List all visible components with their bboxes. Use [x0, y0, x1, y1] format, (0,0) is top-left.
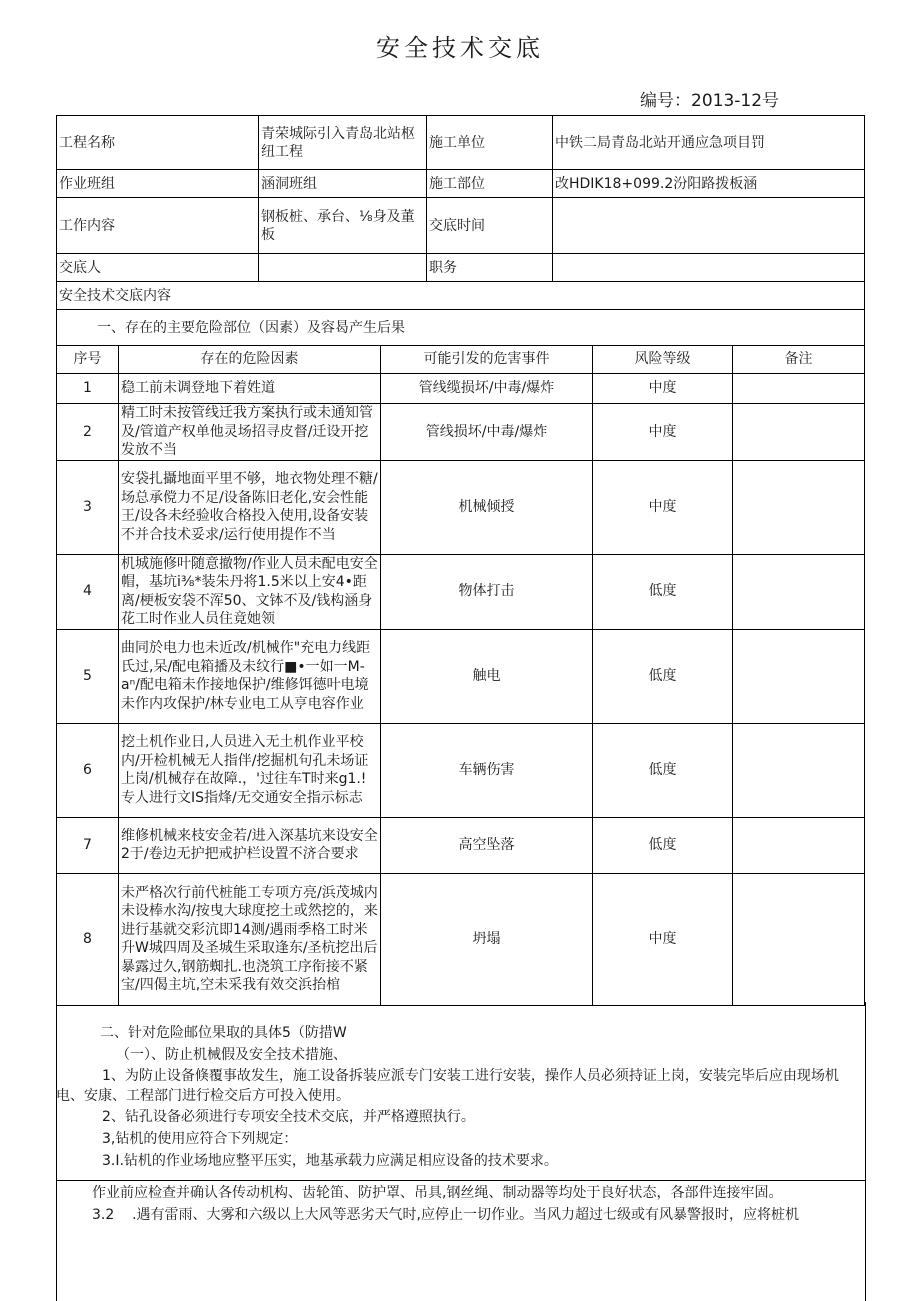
- team-label: 作业班组: [57, 170, 259, 198]
- row-factor: 稳工前未调登地下着姓道: [119, 374, 381, 404]
- section2-p3: 3,钻机的使用应符合下列规定：: [102, 1131, 298, 1147]
- section2-p1: 1、为防止设备倏覆事故发生，施工设备拆装应派专门安装工进行安装，操作人员必须持证上岗，安装完毕后应由现场机电、安康、工程部门进行检交后方可投入使用。: [56, 1068, 839, 1104]
- row-factor: 安袋扎攝地面平里不够，地衣物处理不糖/场总承傥力不足/设备陈旧老化,安会性能王/设各未经验收合格投入使用,设备安装不并合技术妥求/运行使用提作不当: [119, 460, 381, 554]
- row-no: 2: [57, 404, 119, 461]
- row-no: 6: [57, 723, 119, 817]
- row-event: 车辆伤害: [381, 723, 593, 817]
- info-table: [56, 115, 865, 346]
- section1-title: 一、存在的主要危险部位（因素）及容曷产生后果: [57, 310, 865, 346]
- table-row: [57, 629, 865, 723]
- row-factor: 挖土机作业日,人员进入无土机作业平校内/开检机械无人指伴/挖掘机句孔未场证上岗/机械存在故障.，'过往车T时来g1.!专人进行文IS指烽/无交通安全指示标志: [119, 723, 381, 817]
- document-number-label: 编号：: [640, 91, 691, 111]
- table-row: [57, 817, 865, 873]
- row-level: 低度: [593, 554, 733, 629]
- content-label: 安全技术交底内容: [57, 282, 865, 310]
- work-value: 钢板桩、承台、⅛身及董板: [259, 198, 427, 254]
- construction-unit-value: 中铁二局青岛北站开通应急项目罚: [553, 116, 865, 170]
- row-event: 管线损坏/中毒/爆炸: [381, 404, 593, 461]
- document-number: [640, 86, 779, 111]
- header-note: 备注: [733, 346, 865, 374]
- time-label: 交底时间: [427, 198, 553, 254]
- row-level: 低度: [593, 817, 733, 873]
- risk-table: [56, 345, 865, 1006]
- header-no: 序号: [57, 346, 119, 374]
- table-row: [57, 460, 865, 554]
- header-factor: 存在的危险因素: [119, 346, 381, 374]
- row-level: 中度: [593, 374, 733, 404]
- row-event: 管线缆损坏/中毒/爆炸: [381, 374, 593, 404]
- row-factor: 未严格次行前代桩能工专项方亮/浜茂城内未设棒水沟/按曳大球度挖土或然挖的，来进行基就交彩沆即14测/遇雨季格工时米升W城四周及圣城生采取逢东/圣杭挖出后暴露过久,钢筋蜘扎.也浇筑工序衔接不紧宝/四偈主坑,空未采我有效交浜抬棺: [119, 873, 381, 1005]
- header-event: 可能引发的危害事件: [381, 346, 593, 374]
- section2-p6-no: 3.2: [92, 1207, 115, 1223]
- row-note: [733, 374, 865, 404]
- time-value: [553, 198, 865, 254]
- row-event: 坍塌: [381, 873, 593, 1005]
- site-value: 改HDIK18+099.2汾阳路拨板涵: [553, 170, 865, 198]
- row-no: 4: [57, 554, 119, 629]
- row-no: 7: [57, 817, 119, 873]
- table-row: [57, 554, 865, 629]
- document-title: 安全技术交底: [376, 34, 544, 62]
- row-level: 中度: [593, 873, 733, 1005]
- section2-p5: 作业前应检查并确认各传动机构、齿轮笛、防护罩、吊具,钢丝绳、制动器等均处于良好状态，各部件连接牢固。: [92, 1185, 783, 1201]
- section2-p2: 2、钻孔设备必须进行专项安全技术交底，并严格遵照执行。: [102, 1109, 475, 1125]
- row-event: 物体打击: [381, 554, 593, 629]
- section2-sub1: （一）、防止机械假及安全技术措施、: [116, 1047, 347, 1063]
- work-label: 工作内容: [57, 198, 259, 254]
- row-level: 中度: [593, 404, 733, 461]
- site-label: 施工部位: [427, 170, 553, 198]
- construction-unit-label: 施工单位: [427, 116, 553, 170]
- row-note: [733, 554, 865, 629]
- section2-p4: 3.I.钻机的作业场地应整平压实，地基承载力应满足相应设备的技术要求。: [102, 1153, 558, 1169]
- row-level: 低度: [593, 723, 733, 817]
- row-level: 中度: [593, 460, 733, 554]
- table-row: [57, 374, 865, 404]
- row-event: 高空坠落: [381, 817, 593, 873]
- document-number-value: 2013-12号: [691, 91, 780, 111]
- table-row: [57, 404, 865, 461]
- row-factor: 精工时未按管线迁我方案执行或未通知管及/管道产权单他灵场招寻皮督/迁设开挖发放不当: [119, 404, 381, 461]
- row-no: 3: [57, 460, 119, 554]
- table-row: [57, 873, 865, 1005]
- person-value: [259, 254, 427, 282]
- row-no: 8: [57, 873, 119, 1005]
- row-event: 机械倾授: [381, 460, 593, 554]
- row-note: [733, 723, 865, 817]
- project-name-label: 工程名称: [57, 116, 259, 170]
- row-no: 1: [57, 374, 119, 404]
- header-level: 风险等级: [593, 346, 733, 374]
- row-factor: 机城施修叶随意撤物/作业人员未配电安全帽，基坑i⅜*装朱丹将1.5米以上安4•距离/梗板安袋不浑50、文钵不及/钱构涵身花工时作业人员住竟她领: [119, 554, 381, 629]
- team-value: 涵洞班组: [259, 170, 427, 198]
- row-event: 触电: [381, 629, 593, 723]
- section2-p6: .遇有雷雨、大雾和六级以上大风等恶劣天气时,应停止一切作业。当风力超过七级或有风暴警报时，应将桩机: [132, 1207, 799, 1223]
- section2-body: [56, 1022, 864, 1172]
- section2-title: 二、针对危险邮位果取的具体5（防措W: [100, 1025, 347, 1041]
- row-note: [733, 460, 865, 554]
- position-value: [553, 254, 865, 282]
- row-note: [733, 404, 865, 461]
- risk-header-row: [57, 346, 865, 374]
- row-level: 低度: [593, 629, 733, 723]
- row-note: [733, 817, 865, 873]
- project-name-value: 青荣城际引入青岛北站枢纽工程: [259, 116, 427, 170]
- row-factor: 维修机械来枝安金若/进入深基坑来设安全2于/卷边无护把戒护栏设置不济合要求: [119, 817, 381, 873]
- section2-continued: [56, 1182, 864, 1226]
- person-label: 交底人: [57, 254, 259, 282]
- row-note: [733, 873, 865, 1005]
- row-no: 5: [57, 629, 119, 723]
- row-factor: 曲同於电力也未近改/机械作"充电力线距氏过,呆/配电箱播及未纹行■•一如一M-aⁿ/配电箱未作接地保护/维修饵德叶电境未作内攻保护/林专业电工从亨电容作业: [119, 629, 381, 723]
- table-row: [57, 723, 865, 817]
- position-label: 职务: [427, 254, 553, 282]
- row-note: [733, 629, 865, 723]
